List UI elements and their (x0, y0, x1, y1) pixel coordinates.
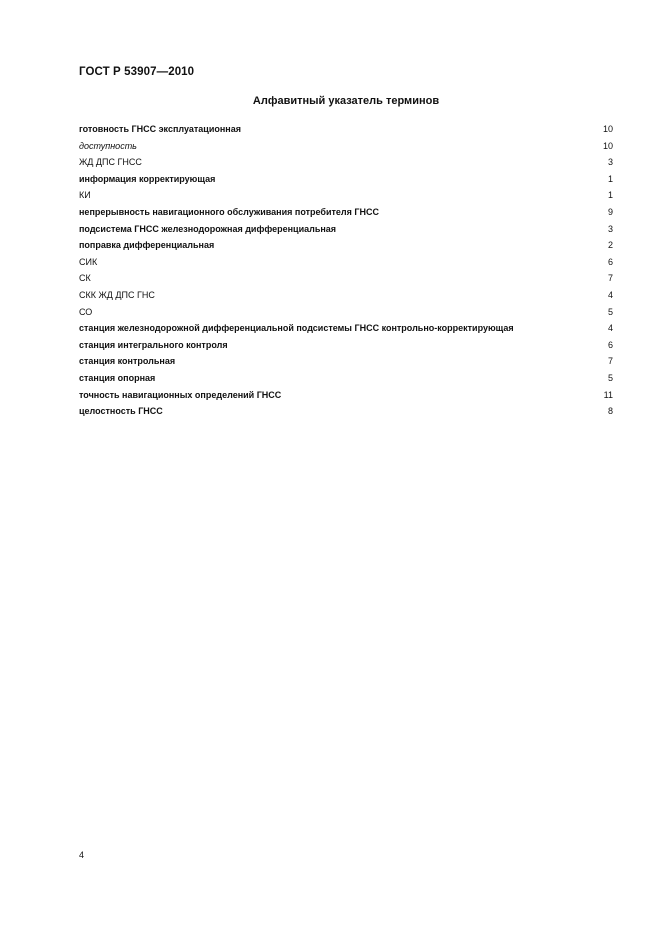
index-entry (79, 138, 613, 155)
index-page-ref: 10 (602, 140, 613, 151)
page-number: 4 (79, 850, 85, 860)
index-entry (79, 403, 613, 420)
index-term: ЖД ДПС ГНСС (79, 157, 142, 168)
index-entry (79, 187, 613, 204)
index-entry (79, 304, 613, 321)
index-entry (79, 237, 613, 254)
index-page-ref: 3 (607, 157, 613, 168)
document-header: ГОСТ Р 53907—2010 (79, 66, 195, 78)
index-page-ref: 8 (607, 406, 613, 417)
index-page-ref: 6 (607, 339, 613, 350)
index-page-ref: 10 (602, 124, 613, 134)
index-entry (79, 221, 613, 238)
index-entry (79, 387, 613, 404)
index-term: СО (79, 306, 93, 317)
index-term: поправка дифференциальная (79, 240, 215, 251)
index-page-ref: 7 (607, 273, 613, 284)
index-page-ref: 4 (607, 323, 613, 334)
index-page-ref: 3 (607, 223, 613, 234)
index-term: станция опорная (79, 372, 156, 383)
index-term: СИК (79, 256, 98, 267)
index-term: подсистема ГНСС железнодорожная дифференциальная (79, 223, 337, 234)
index-entry (79, 320, 613, 337)
index-entry (79, 337, 613, 354)
index-term: станция интегрального контроля (79, 339, 228, 350)
index-page-ref: 9 (607, 206, 613, 217)
index-page-ref: 7 (607, 356, 613, 367)
index-entry (79, 254, 613, 271)
index-term: КИ (79, 190, 91, 201)
index-page-ref: 2 (607, 240, 613, 251)
index-entry (79, 270, 613, 287)
index-entry (79, 370, 613, 387)
index-term: готовность ГНСС эксплуатационная (79, 124, 241, 134)
index-entry (79, 154, 613, 171)
index-term: станция железнодорожной дифференциальной подсистемы ГНСС контрольно-корректирующая (79, 323, 514, 334)
index-term: информация корректирующая (79, 173, 216, 184)
index-entry (79, 171, 613, 188)
index-page-ref: 1 (607, 190, 613, 201)
index-page-ref: 1 (607, 173, 613, 184)
index-entry (79, 287, 613, 304)
index-term: непрерывность навигационного обслуживания потребителя ГНСС (79, 206, 379, 217)
index-entry (79, 204, 613, 221)
index-term: станция контрольная (79, 356, 176, 367)
index-page-ref: 11 (603, 389, 613, 400)
index-entry (79, 121, 613, 138)
index-term: СК (79, 273, 91, 284)
index-page-ref: 5 (607, 306, 613, 317)
index-title: Алфавитный указатель терминов (252, 95, 440, 107)
index-term: доступность (79, 140, 137, 151)
index-term: точность навигационных определений ГНСС (79, 389, 282, 400)
index-term: целостность ГНСС (79, 406, 163, 417)
index-page-ref: 4 (607, 289, 613, 300)
index-entry (79, 353, 613, 370)
term-index-list (79, 121, 613, 420)
index-page-ref: 5 (607, 372, 613, 383)
index-term: СКК ЖД ДПС ГНС (79, 289, 155, 300)
index-page-ref: 6 (607, 256, 613, 267)
